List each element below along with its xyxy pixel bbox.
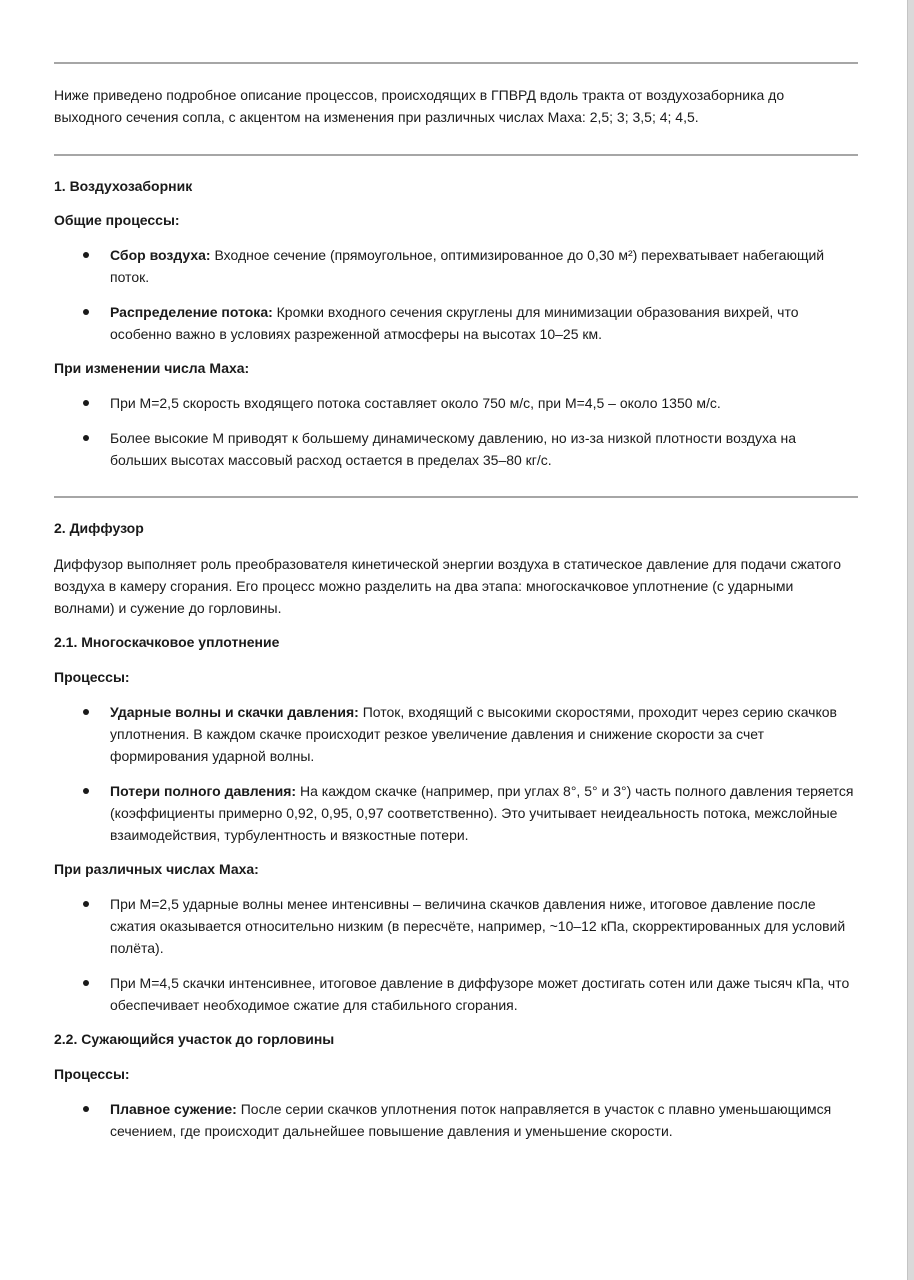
- subsection-2-2-heading: 2.2. Сужающийся участок до горловины: [54, 1031, 335, 1047]
- intro-paragraph: Ниже приведено подробное описание процессов, происходящих в ГПВРД вдоль тракта от воздухозаборника до выходного сечения сопла, с акцентом на изменения при различных числах Маха: 2,5; 3; 3,5; 4; 4,5.: [54, 87, 785, 125]
- bullet-icon: [83, 980, 89, 986]
- item-term: Распределение потока:: [110, 304, 273, 320]
- processes-heading: Процессы:: [54, 1066, 130, 1082]
- horizontal-rule: [54, 496, 858, 498]
- bullet-icon: [83, 901, 89, 907]
- mach-various-heading: При различных числах Маха:: [54, 861, 259, 877]
- item-text: Кромки входного сечения скруглены для минимизации образования вихрей, что особенно важно в условиях разреженной атмосферы на высотах 10–25 км.: [110, 304, 799, 342]
- general-processes-heading: Общие процессы:: [54, 212, 180, 228]
- mach-change-heading: При изменении числа Маха:: [54, 360, 250, 376]
- item-text: При M=2,5 скорость входящего потока составляет около 750 м/с, при M=4,5 – около 1350 м/с.: [110, 395, 721, 411]
- bullet-icon: [83, 435, 89, 441]
- bullet-icon: [83, 788, 89, 794]
- page-edge-scrollbar[interactable]: [907, 0, 914, 1280]
- bullet-icon: [83, 709, 89, 715]
- bullet-icon: [83, 309, 89, 315]
- bullet-icon: [83, 1106, 89, 1112]
- item-term: Плавное сужение:: [110, 1101, 237, 1117]
- bullet-icon: [83, 252, 89, 258]
- item-text: При M=2,5 ударные волны менее интенсивны – величина скачков давления ниже, итоговое давление после сжатия оказывается относительно низким (в пересчёте, например, ~10–12 кПа, скорректированных для условий полёта).: [110, 896, 846, 956]
- item-text: Входное сечение (прямоугольное, оптимизированное до 0,30 м²) перехватывает набегающий поток.: [110, 247, 825, 285]
- item-term: Ударные волны и скачки давления:: [110, 704, 359, 720]
- section-2-heading: 2. Диффузор: [54, 520, 144, 536]
- processes-heading: Процессы:: [54, 669, 130, 685]
- item-text: Более высокие M приводят к большему динамическому давлению, но из-за низкой плотности воздуха на больших высотах массовый расход остается в пределах 35–80 кг/с.: [110, 430, 797, 468]
- item-term: Сбор воздуха:: [110, 247, 211, 263]
- item-text: После серии скачков уплотнения поток направляется в участок с плавно уменьшающимся сечением, где происходит дальнейшее повышение давления и уменьшение скорости.: [110, 1101, 832, 1139]
- bullet-icon: [83, 400, 89, 406]
- item-text: На каждом скачке (например, при углах 8°, 5° и 3°) часть полного давления теряется (коэффициенты примерно 0,92, 0,95, 0,97 соответственно). Это учитывает неидеальность потока, межслойные взаимодействия, турбулентность и вязкостные потери.: [110, 783, 854, 843]
- diffuser-intro-paragraph: Диффузор выполняет роль преобразователя кинетической энергии воздуха в статическое давление для подачи сжатого воздуха в камеру сгорания. Его процесс можно разделить на два этапа: многоскачковое уплотнение (с ударными волнами) и сужение до горловины.: [54, 556, 841, 616]
- item-text: При M=4,5 скачки интенсивнее, итоговое давление в диффузоре может достигать сотен или даже тысяч кПа, что обеспечивает необходимое сжатие для стабильного сгорания.: [110, 975, 850, 1013]
- subsection-2-1-heading: 2.1. Многоскачковое уплотнение: [54, 634, 280, 650]
- horizontal-rule: [54, 62, 858, 64]
- item-term: Потери полного давления:: [110, 783, 297, 799]
- item-text: Поток, входящий с высокими скоростями, проходит через серию скачков уплотнения. В каждом скачке происходит резкое увеличение давления и снижение скорости за счет формирования ударной волны.: [110, 704, 837, 764]
- section-1-heading: 1. Воздухозаборник: [54, 178, 193, 194]
- horizontal-rule: [54, 154, 858, 156]
